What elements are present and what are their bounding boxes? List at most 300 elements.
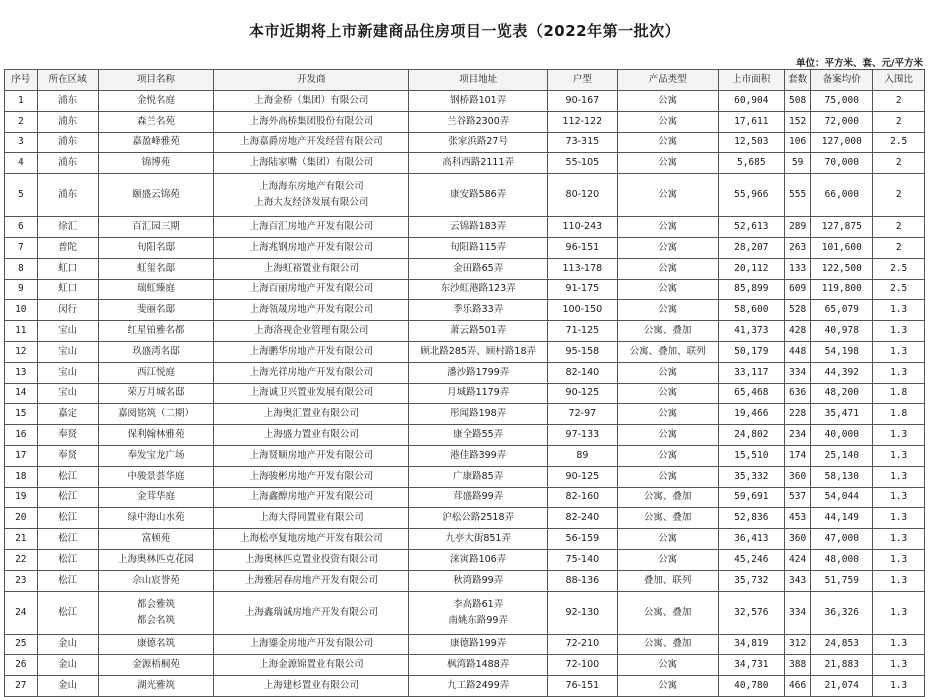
- document-title: 本市近期将上市新建商品住房项目一览表（2022年第一批次）: [248, 22, 681, 40]
- table-row: [5, 508, 925, 529]
- row-project-name-line: 西江悦庭: [137, 366, 176, 378]
- row-unit-size: 75-140: [548, 549, 617, 570]
- row-product-type: 公寓: [617, 466, 718, 487]
- row-unit-size: 73-315: [548, 132, 617, 153]
- row-developer-line: 上海盛力置业有限公司: [263, 429, 359, 441]
- row-project-name-line: 玖盛湾名邸: [132, 345, 180, 357]
- row-developer: [214, 91, 409, 112]
- row-product-type: 公寓、叠加: [617, 634, 718, 655]
- row-no: 3: [5, 132, 38, 153]
- row-developer-line: 上海金桥（集团）有限公司: [254, 94, 369, 106]
- row-developer-line: 上海海东房地产有限公司: [259, 181, 364, 193]
- row-district: 普陀: [37, 237, 98, 258]
- row-project-name: [98, 466, 214, 487]
- row-developer: [214, 237, 409, 258]
- row-ratio: 2: [873, 237, 925, 258]
- row-address: [409, 676, 548, 697]
- row-unit-size: 91-175: [548, 279, 617, 300]
- table-row: [5, 655, 925, 676]
- table-row: [5, 300, 925, 321]
- row-product-type: 公寓: [617, 174, 718, 217]
- row-product-type: 公寓: [617, 258, 718, 279]
- row-developer: [214, 529, 409, 550]
- row-product-type: 公寓: [617, 676, 718, 697]
- row-address-line: 旬阳路115弄: [450, 241, 507, 253]
- table-row: [5, 217, 925, 238]
- row-developer: [214, 111, 409, 132]
- table-row: [5, 529, 925, 550]
- table-row: [5, 466, 925, 487]
- row-project-name: [98, 300, 214, 321]
- row-area: 32,576: [718, 591, 784, 634]
- row-no: 5: [5, 174, 38, 217]
- row-project-name: [98, 529, 214, 550]
- row-no: 15: [5, 404, 38, 425]
- row-area: 35,732: [718, 570, 784, 591]
- row-district: 松江: [37, 529, 98, 550]
- row-unit-size: 90-167: [548, 91, 617, 112]
- row-project-name-line: 嘉阅铭筑（二期）: [118, 408, 195, 420]
- row-address-line: 兰谷路2300弄: [447, 115, 510, 127]
- row-address-line: 康安路586弄: [450, 189, 507, 201]
- row-project-name-line: 金源梧桐苑: [132, 659, 180, 671]
- row-avg-price: 51,759: [811, 570, 873, 591]
- row-address: [409, 132, 548, 153]
- table-row: [5, 445, 925, 466]
- row-project-name-line: 绿中海山水苑: [127, 512, 185, 524]
- row-developer: [214, 321, 409, 342]
- row-project-name: [98, 404, 214, 425]
- row-developer: [214, 425, 409, 446]
- row-address: [409, 300, 548, 321]
- row-avg-price: 47,000: [811, 529, 873, 550]
- row-no: 2: [5, 111, 38, 132]
- row-no: 18: [5, 466, 38, 487]
- row-address: [409, 237, 548, 258]
- row-ratio: 1.3: [873, 634, 925, 655]
- row-no: 12: [5, 341, 38, 362]
- table-row: [5, 570, 925, 591]
- row-developer: [214, 132, 409, 153]
- row-unit-size: 95-158: [548, 341, 617, 362]
- row-unit-size: 56-159: [548, 529, 617, 550]
- row-address-line: 彤闻路198弄: [450, 408, 507, 420]
- row-address: [409, 258, 548, 279]
- row-developer: [214, 217, 409, 238]
- row-project-name-line: 森兰名苑: [137, 115, 176, 127]
- row-no: 13: [5, 362, 38, 383]
- row-product-type: 公寓: [617, 404, 718, 425]
- row-product-type: 公寓: [617, 217, 718, 238]
- row-product-type: 公寓: [617, 132, 718, 153]
- row-address: [409, 383, 548, 404]
- row-unit-size: 55-105: [548, 153, 617, 174]
- row-developer: [214, 549, 409, 570]
- row-sets: 174: [784, 445, 810, 466]
- table-row: [5, 425, 925, 446]
- row-ratio: 1.3: [873, 321, 925, 342]
- row-sets: 334: [784, 591, 810, 634]
- row-sets: 555: [784, 174, 810, 217]
- row-product-type: 公寓: [617, 300, 718, 321]
- row-no: 9: [5, 279, 38, 300]
- row-sets: 609: [784, 279, 810, 300]
- table-row: [5, 111, 925, 132]
- row-project-name: [98, 91, 214, 112]
- row-district: 浦东: [37, 132, 98, 153]
- row-address: [409, 591, 548, 634]
- row-ratio: 2.5: [873, 279, 925, 300]
- header-sets: 套数: [784, 70, 810, 91]
- row-district: 金山: [37, 634, 98, 655]
- row-project-name-line: 奉发宝龙广场: [127, 449, 185, 461]
- row-project-name-line: 瑞虹臻庭: [137, 283, 176, 295]
- row-product-type: 公寓: [617, 425, 718, 446]
- row-district: 闵行: [37, 300, 98, 321]
- row-sets: 334: [784, 362, 810, 383]
- row-developer-line: 上海百丽房地产开发有限公司: [249, 283, 374, 295]
- row-avg-price: 48,000: [811, 549, 873, 570]
- row-address-line: 萧云路501弄: [450, 325, 507, 337]
- row-project-name: [98, 508, 214, 529]
- unit-note: 单位：平方米、套、元/平方米: [796, 58, 923, 69]
- row-project-name: [98, 341, 214, 362]
- row-project-name: [98, 570, 214, 591]
- row-developer: [214, 570, 409, 591]
- row-address: [409, 634, 548, 655]
- row-no: 16: [5, 425, 38, 446]
- row-area: 45,246: [718, 549, 784, 570]
- row-unit-size: 72-210: [548, 634, 617, 655]
- row-unit-size: 113-178: [548, 258, 617, 279]
- row-district: 松江: [37, 570, 98, 591]
- row-developer-line: 上海雅居春房地产开发有限公司: [244, 574, 378, 586]
- row-address-line: 九工路2499弄: [447, 680, 510, 692]
- row-address-line: 秋湾路99弄: [453, 574, 504, 586]
- row-avg-price: 44,149: [811, 508, 873, 529]
- row-district: 金山: [37, 676, 98, 697]
- row-address-line: 季乐路33弄: [453, 304, 504, 316]
- row-project-name: [98, 279, 214, 300]
- row-address: [409, 529, 548, 550]
- row-project-name-line: 嘉盈峰雅苑: [132, 136, 180, 148]
- row-district: 嘉定: [37, 404, 98, 425]
- table-row: [5, 404, 925, 425]
- row-product-type: 公寓、叠加: [617, 321, 718, 342]
- row-developer: [214, 466, 409, 487]
- row-product-type: 公寓: [617, 111, 718, 132]
- row-no: 7: [5, 237, 38, 258]
- row-developer-line: 上海鹏华房地产开发有限公司: [249, 345, 374, 357]
- row-developer: [214, 362, 409, 383]
- row-developer: [214, 676, 409, 697]
- row-district: 浦东: [37, 153, 98, 174]
- row-project-name: [98, 549, 214, 570]
- row-avg-price: 72,000: [811, 111, 873, 132]
- row-project-name: [98, 237, 214, 258]
- row-project-name-line: 康德名筑: [137, 638, 176, 650]
- row-address-line: 张家浜路27号: [448, 136, 508, 148]
- row-no: 26: [5, 655, 38, 676]
- row-ratio: 2: [873, 217, 925, 238]
- row-developer: [214, 508, 409, 529]
- row-address: [409, 174, 548, 217]
- row-address: [409, 321, 548, 342]
- table-row: [5, 91, 925, 112]
- row-address: [409, 549, 548, 570]
- row-no: 25: [5, 634, 38, 655]
- row-developer-line: 上海光祥房地产开发有限公司: [249, 366, 374, 378]
- row-area: 50,179: [718, 341, 784, 362]
- row-ratio: 2.5: [873, 132, 925, 153]
- row-area: 60,904: [718, 91, 784, 112]
- row-sets: 388: [784, 655, 810, 676]
- row-address: [409, 362, 548, 383]
- row-address-line: 枫湾路1488弄: [447, 659, 510, 671]
- row-area: 36,413: [718, 529, 784, 550]
- row-project-name: [98, 383, 214, 404]
- row-ratio: 1.3: [873, 570, 925, 591]
- row-address: [409, 279, 548, 300]
- row-product-type: 公寓: [617, 237, 718, 258]
- row-project-name: [98, 132, 214, 153]
- row-no: 4: [5, 153, 38, 174]
- row-developer: [214, 153, 409, 174]
- row-address-line: 高科西路2111弄: [442, 157, 514, 169]
- row-unit-size: 80-120: [548, 174, 617, 217]
- row-project-name-line: 保利翰林雅苑: [127, 429, 185, 441]
- header-project-name: 项目名称: [98, 70, 214, 91]
- row-developer-line: 上海嘉爵房地产开发经营有限公司: [240, 136, 383, 148]
- row-unit-size: 82-140: [548, 362, 617, 383]
- row-no: 23: [5, 570, 38, 591]
- row-avg-price: 54,044: [811, 487, 873, 508]
- row-developer: [214, 404, 409, 425]
- row-project-name-line: 上海奥林匹克花园: [118, 553, 195, 565]
- row-ratio: 2: [873, 174, 925, 217]
- row-address: [409, 341, 548, 362]
- row-developer: [214, 445, 409, 466]
- row-address: [409, 508, 548, 529]
- row-unit-size: 82-160: [548, 487, 617, 508]
- row-avg-price: 25,140: [811, 445, 873, 466]
- row-address-line: 东沙虹港路123弄: [440, 283, 516, 295]
- row-sets: 453: [784, 508, 810, 529]
- row-avg-price: 21,883: [811, 655, 873, 676]
- row-avg-price: 44,392: [811, 362, 873, 383]
- row-area: 35,332: [718, 466, 784, 487]
- row-unit-size: 96-151: [548, 237, 617, 258]
- row-sets: 152: [784, 111, 810, 132]
- row-address-line: 顾北路285弄、顾村路18弄: [420, 345, 537, 357]
- row-area: 19,466: [718, 404, 784, 425]
- row-developer: [214, 341, 409, 362]
- row-no: 6: [5, 217, 38, 238]
- row-district: 宝山: [37, 362, 98, 383]
- row-unit-size: 72-100: [548, 655, 617, 676]
- row-ratio: 1.3: [873, 529, 925, 550]
- row-ratio: 1.3: [873, 655, 925, 676]
- row-developer-line: 上海奥林匹克置业投资有限公司: [244, 553, 378, 565]
- row-address-line: 钢桥路101弄: [450, 94, 507, 106]
- row-no: 24: [5, 591, 38, 634]
- row-sets: 59: [784, 153, 810, 174]
- row-unit-size: 71-125: [548, 321, 617, 342]
- row-area: 55,966: [718, 174, 784, 217]
- row-avg-price: 122,500: [811, 258, 873, 279]
- row-ratio: 2: [873, 111, 925, 132]
- row-developer-line: 上海鑫瑞诚房地产开发有限公司: [244, 606, 378, 618]
- row-sets: 448: [784, 341, 810, 362]
- row-ratio: 1.8: [873, 383, 925, 404]
- row-developer: [214, 174, 409, 217]
- row-address-line: 涞寅路106弄: [450, 553, 507, 565]
- row-project-name-line: 金悦名庭: [137, 94, 176, 106]
- row-area: 15,510: [718, 445, 784, 466]
- row-area: 12,503: [718, 132, 784, 153]
- row-developer-line: 上海贤顺房地产开发有限公司: [249, 449, 374, 461]
- row-no: 19: [5, 487, 38, 508]
- row-area: 17,611: [718, 111, 784, 132]
- row-project-name-line: 锦博苑: [141, 157, 171, 169]
- row-developer: [214, 258, 409, 279]
- row-ratio: 1.3: [873, 341, 925, 362]
- row-address: [409, 153, 548, 174]
- row-developer-line: 上海鎏金房地产开发有限公司: [249, 638, 374, 650]
- row-product-type: 叠加、联列: [617, 570, 718, 591]
- row-address: [409, 445, 548, 466]
- row-no: 22: [5, 549, 38, 570]
- row-no: 1: [5, 91, 38, 112]
- row-address-line: 康全路55弄: [453, 429, 504, 441]
- row-avg-price: 21,074: [811, 676, 873, 697]
- row-unit-size: 89: [548, 445, 617, 466]
- row-area: 20,112: [718, 258, 784, 279]
- row-unit-size: 82-240: [548, 508, 617, 529]
- table-header-row: [5, 70, 925, 91]
- row-avg-price: 127,000: [811, 132, 873, 153]
- row-address: [409, 111, 548, 132]
- row-ratio: 1.3: [873, 508, 925, 529]
- row-ratio: 2: [873, 153, 925, 174]
- table-row: [5, 341, 925, 362]
- row-ratio: 1.3: [873, 487, 925, 508]
- row-avg-price: 36,326: [811, 591, 873, 634]
- row-area: 52,836: [718, 508, 784, 529]
- row-avg-price: 35,471: [811, 404, 873, 425]
- row-sets: 228: [784, 404, 810, 425]
- row-project-name-line: 颐盛云锦苑: [132, 189, 180, 201]
- row-product-type: 公寓: [617, 91, 718, 112]
- row-address-line: 南姚东路99弄: [448, 614, 508, 626]
- header-product-type: 产品类型: [617, 70, 718, 91]
- row-area: 24,802: [718, 425, 784, 446]
- row-area: 59,691: [718, 487, 784, 508]
- row-developer: [214, 300, 409, 321]
- row-unit-size: 90-125: [548, 466, 617, 487]
- row-ratio: 1.8: [873, 404, 925, 425]
- row-no: 14: [5, 383, 38, 404]
- table-row: [5, 487, 925, 508]
- row-ratio: 1.3: [873, 445, 925, 466]
- row-no: 8: [5, 258, 38, 279]
- row-avg-price: 66,000: [811, 174, 873, 217]
- row-area: 28,207: [718, 237, 784, 258]
- row-avg-price: 65,079: [811, 300, 873, 321]
- row-sets: 312: [784, 634, 810, 655]
- row-project-name: [98, 487, 214, 508]
- row-address-line: 广康路85弄: [453, 470, 504, 482]
- row-ratio: 1.3: [873, 362, 925, 383]
- row-district: 宝山: [37, 383, 98, 404]
- row-project-name: [98, 362, 214, 383]
- row-project-name: [98, 217, 214, 238]
- row-ratio: 2.5: [873, 258, 925, 279]
- row-no: 11: [5, 321, 38, 342]
- row-area: 85,899: [718, 279, 784, 300]
- header-unit-size: 户型: [548, 70, 617, 91]
- row-unit-size: 97-133: [548, 425, 617, 446]
- row-district: 奉贤: [37, 425, 98, 446]
- row-project-name: [98, 321, 214, 342]
- row-unit-size: 90-125: [548, 383, 617, 404]
- row-address: [409, 466, 548, 487]
- row-address-line: 云锦路183弄: [450, 221, 507, 233]
- row-address: [409, 404, 548, 425]
- row-sets: 428: [784, 321, 810, 342]
- row-sets: 106: [784, 132, 810, 153]
- row-address: [409, 91, 548, 112]
- row-unit-size: 112-122: [548, 111, 617, 132]
- row-avg-price: 101,600: [811, 237, 873, 258]
- row-sets: 528: [784, 300, 810, 321]
- row-no: 10: [5, 300, 38, 321]
- row-district: 松江: [37, 487, 98, 508]
- row-sets: 343: [784, 570, 810, 591]
- row-district: 徐汇: [37, 217, 98, 238]
- table-row: [5, 549, 925, 570]
- row-ratio: 1.3: [873, 591, 925, 634]
- row-ratio: 1.3: [873, 549, 925, 570]
- row-developer-line: 上海金源锦置业有限公司: [259, 659, 364, 671]
- row-address: [409, 487, 548, 508]
- row-address-line: 李高路61弄: [453, 598, 504, 610]
- row-developer: [214, 591, 409, 634]
- row-developer: [214, 634, 409, 655]
- row-area: 58,600: [718, 300, 784, 321]
- row-no: 17: [5, 445, 38, 466]
- row-developer: [214, 279, 409, 300]
- project-table: [4, 69, 925, 697]
- row-sets: 360: [784, 529, 810, 550]
- row-product-type: 公寓: [617, 529, 718, 550]
- row-district: 宝山: [37, 321, 98, 342]
- row-project-name-line: 红星铂雅名都: [127, 325, 185, 337]
- row-district: 松江: [37, 591, 98, 634]
- row-district: 金山: [37, 655, 98, 676]
- row-district: 虹口: [37, 258, 98, 279]
- row-project-name-line: 湖光雅筑: [137, 680, 176, 692]
- row-district: 松江: [37, 508, 98, 529]
- row-address-line: 茸盛路99弄: [453, 491, 504, 503]
- row-area: 33,117: [718, 362, 784, 383]
- table-row: [5, 321, 925, 342]
- row-product-type: 公寓: [617, 549, 718, 570]
- row-product-type: 公寓、叠加: [617, 487, 718, 508]
- row-unit-size: 76-151: [548, 676, 617, 697]
- row-developer-line: 上海外高桥集团股份有限公司: [249, 115, 374, 127]
- row-address-line: 金田路65弄: [453, 262, 504, 274]
